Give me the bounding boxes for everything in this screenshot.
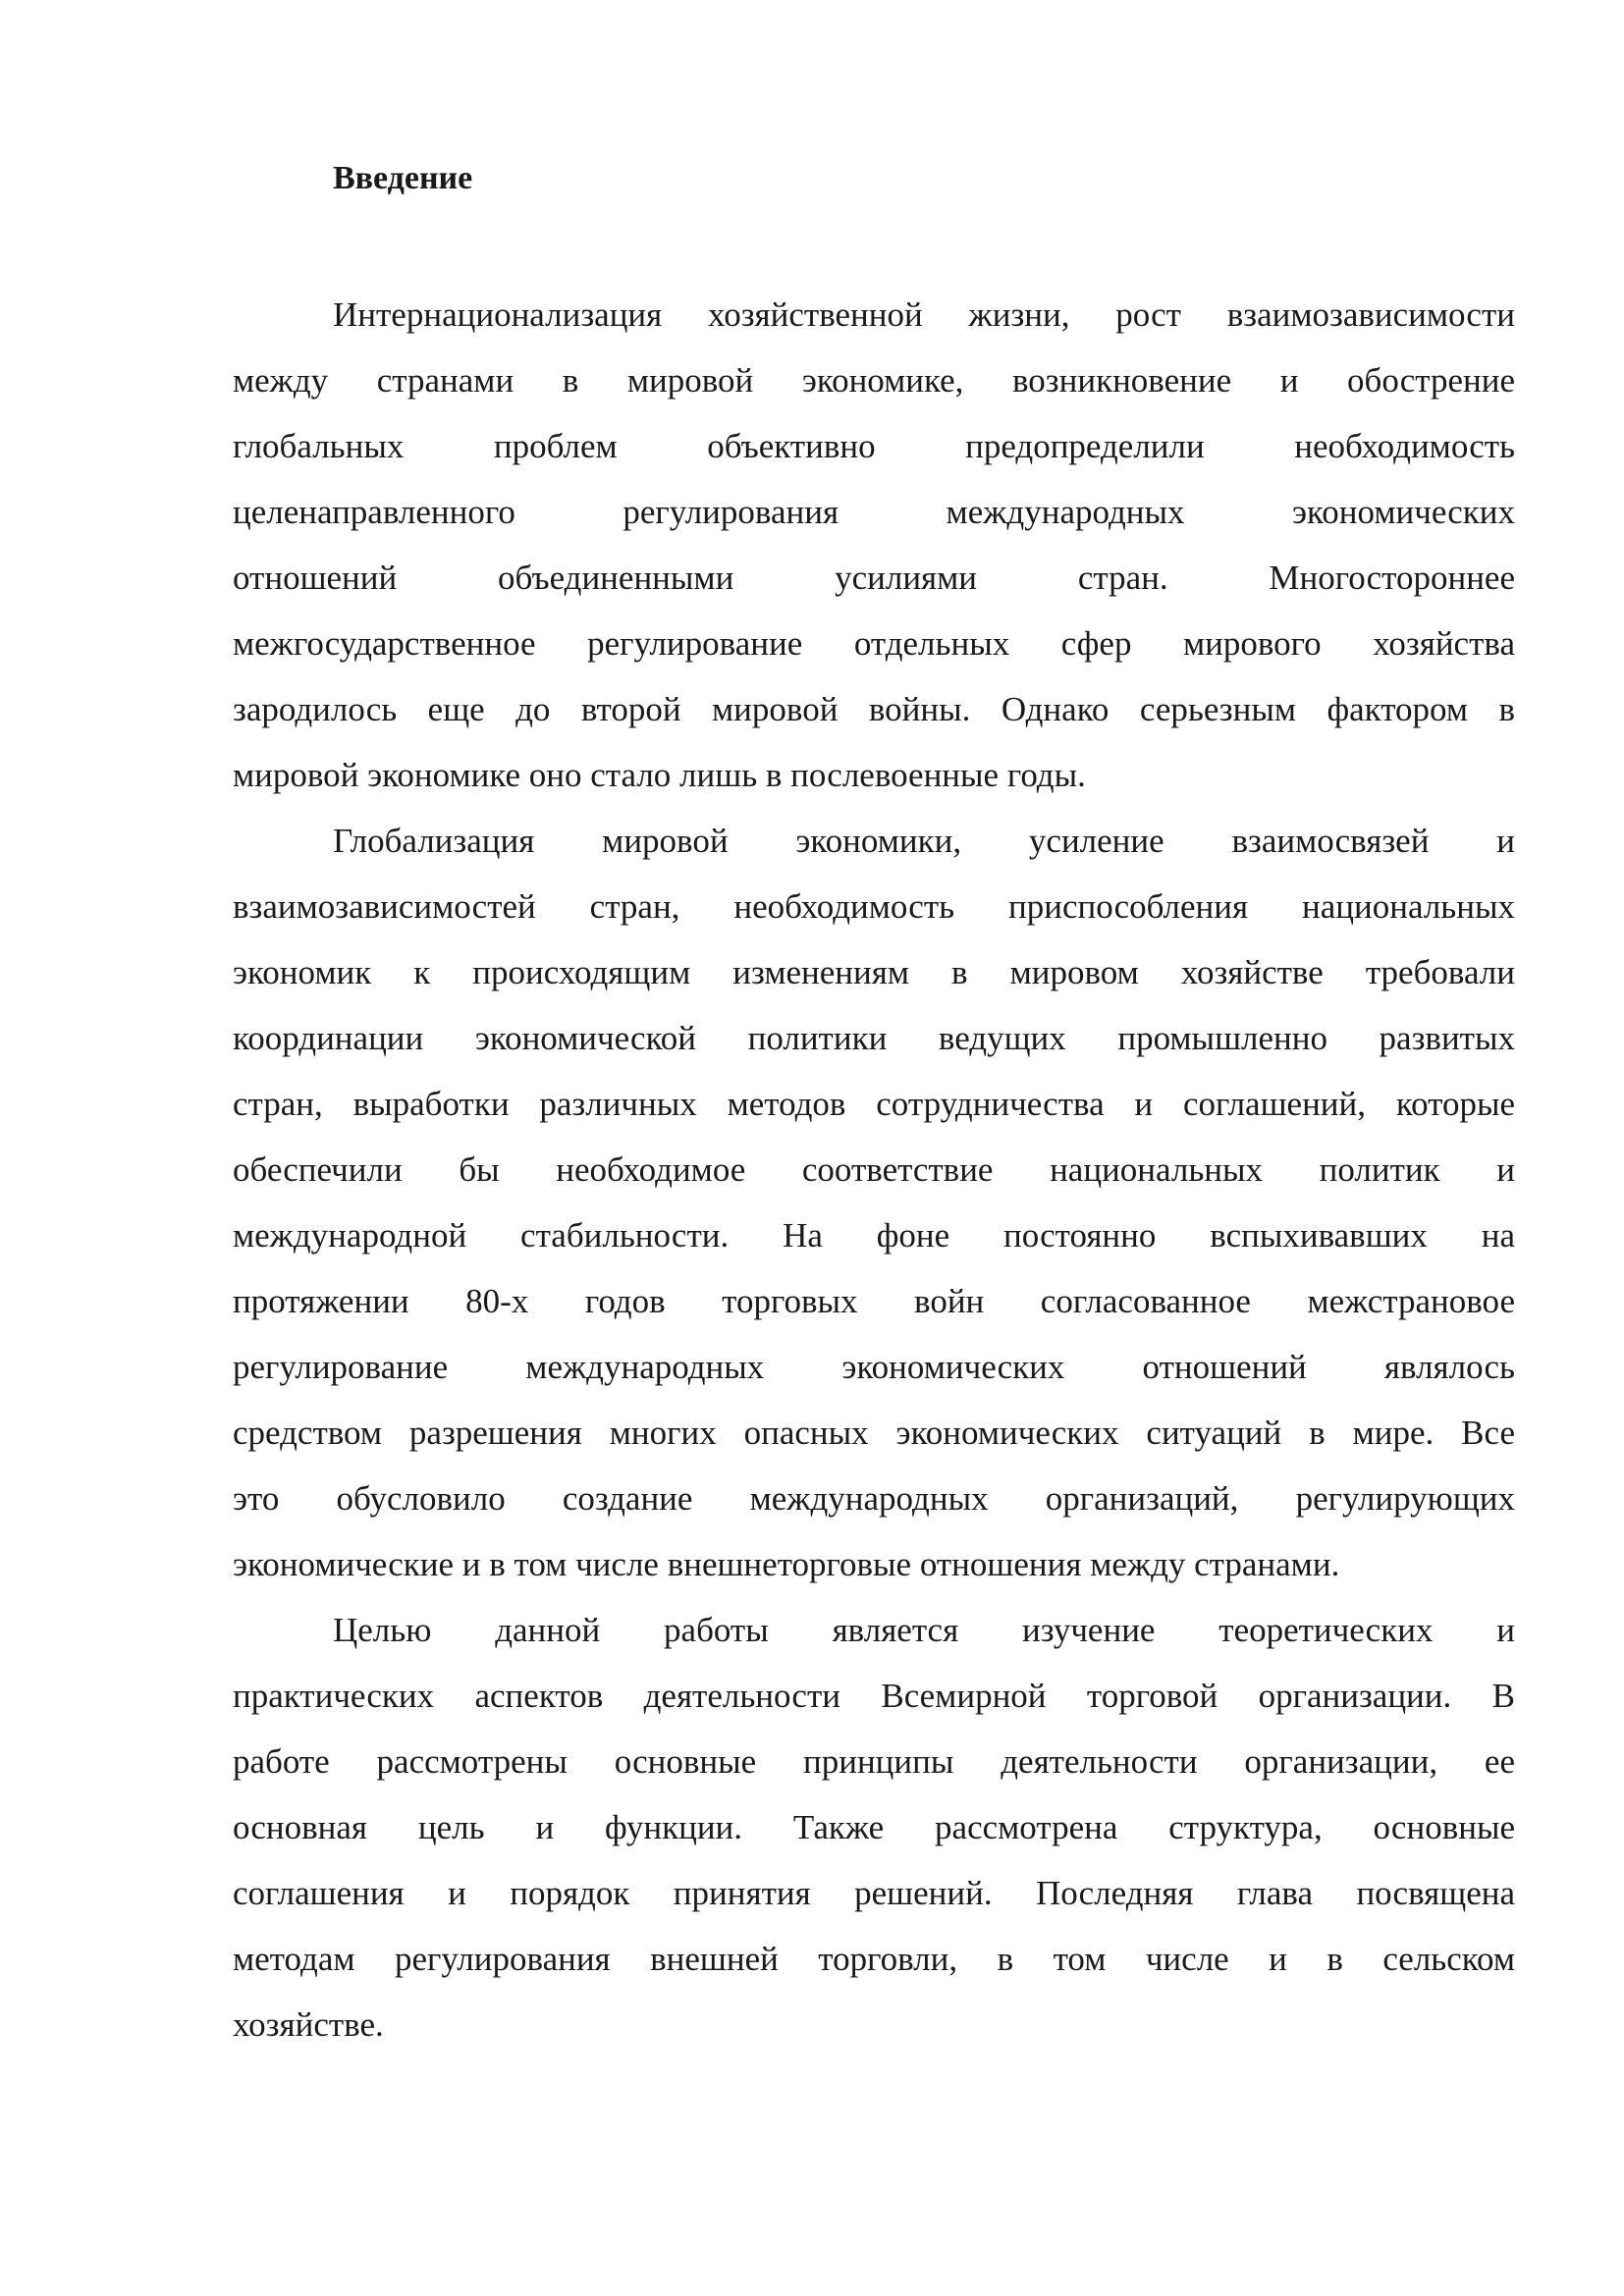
text-line: методам регулирования внешней торговли, в том числе и в сельском [233, 1940, 1515, 1978]
text-line: работе рассмотрены основные принципы деятельности организации, ее [233, 1742, 1515, 1781]
text-line: практических аспектов деятельности Всемирной торговой организации. В [233, 1677, 1515, 1715]
text-line: соглашения и порядок принятия решений. Последняя глава посвящена [233, 1874, 1515, 1912]
text-line: экономик к происходящим изменениям в мировом хозяйстве требовали [233, 953, 1515, 991]
text-line: стран, выработки различных методов сотрудничества и соглашений, которые [233, 1085, 1515, 1123]
text-line: это обусловило создание международных организаций, регулирующих [233, 1479, 1515, 1518]
text-line: целенаправленного регулирования международных экономических [233, 493, 1515, 531]
text-line: Интернационализация хозяйственной жизни, рост взаимозависимости [333, 295, 1515, 334]
text-line: протяжении 80-х годов торговых войн согласованное межстрановое [233, 1282, 1515, 1320]
text-line: отношений объединенными усилиями стран. Многостороннее [233, 559, 1515, 597]
text-line: Глобализация мировой экономики, усиление взаимосвязей и [333, 822, 1515, 860]
text-line: координации экономической политики ведущих промышленно развитых [233, 1019, 1515, 1057]
text-line: взаимозависимостей стран, необходимость приспособления национальных [233, 887, 1515, 926]
text-line: межгосударственное регулирование отдельных сфер мирового хозяйства [233, 624, 1515, 663]
text-line: глобальных проблем объективно предопределили необходимость [233, 427, 1515, 465]
text-line: средством разрешения многих опасных экономических ситуаций в мире. Все [233, 1414, 1515, 1452]
text-line: обеспечили бы необходимое соответствие национальных политик и [233, 1150, 1515, 1189]
text-line: экономические и в том числе внешнеторговые отношения между странами. [233, 1545, 1340, 1583]
text-line: международной стабильности. На фоне постоянно вспыхивавших на [233, 1216, 1515, 1255]
text-line: хозяйстве. [233, 2005, 384, 2044]
text-line: между странами в мировой экономике, возникновение и обострение [233, 361, 1515, 400]
text-line: зародилось еще до второй мировой войны. Однако серьезным фактором в [233, 690, 1515, 728]
text-line: регулирование международных экономических отношений являлось [233, 1348, 1515, 1386]
text-line: мировой экономике оно стало лишь в послевоенные годы. [233, 756, 1086, 794]
text-line: Целью данной работы является изучение теоретических и [333, 1611, 1515, 1649]
text-line: основная цель и функции. Также рассмотрена структура, основные [233, 1808, 1515, 1846]
section-heading: Введение [333, 160, 473, 196]
